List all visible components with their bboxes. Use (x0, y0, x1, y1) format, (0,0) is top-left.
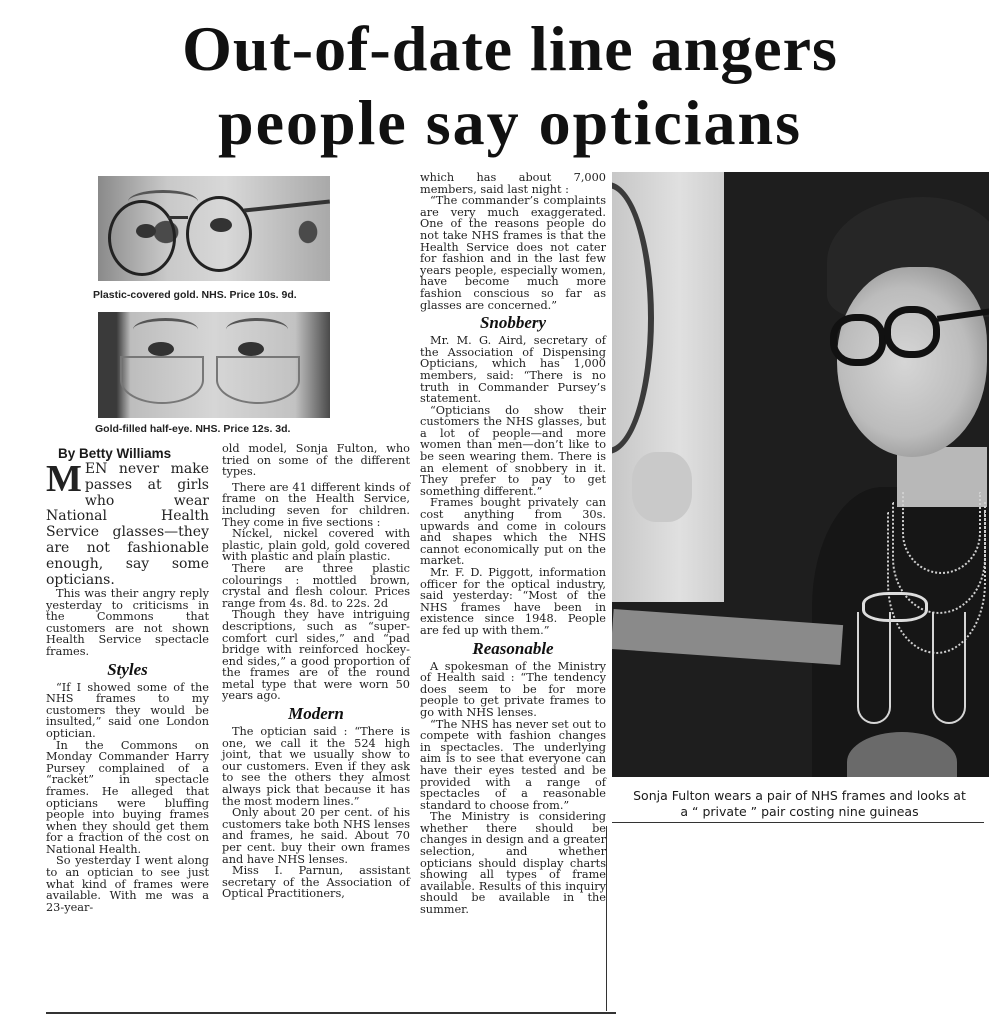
paragraph: A spokesman of the Ministry of Health said : “The tendency does seem to be for more people to get private frames to go with NHS lenses. (420, 659, 606, 719)
paragraph: Mr. M. G. Aird, secretary of the Association of Dispensing Opticians, which has 1,000 members, said: “There is no truth in Commander Pursey’s statement. (420, 334, 606, 406)
headline-line-2: people say opticians (217, 87, 803, 158)
photo-plastic-covered-gold-frames (98, 176, 330, 281)
display-counter (612, 609, 843, 665)
paragraph: “Opticians do show their customers the NHS glasses, but a lot of people—and more women than men—don’t like to be seen wearing them. There is an element of snobbery in it. They prefer to pay to get something different.” (420, 403, 606, 498)
paragraph: This was their angry reply yesterday to criticisms in the Commons that customers are not shown Health Service spectacle frames. (46, 587, 209, 658)
column-3 (420, 172, 606, 916)
model-hand (632, 452, 692, 522)
paragraph: The Ministry is considering whether there should be changes in design and a greater selection, and whether opticians should display charts showing all types of frame available. Results of this inquiry should be available in the summer. (420, 810, 606, 917)
subhead-modern: Modern (288, 704, 344, 724)
paragraph: There are three plastic colourings : mottled brown, crystal and flesh colour. Prices range from 4s. 8d. to 22s. 2d (222, 561, 410, 610)
frame-left-half-lens (120, 356, 204, 404)
paragraph: Only about 20 per cent. of his customers take both NHS lenses and frames, he said. About 70 per cent. buy their own frames and have NHS lenses. (222, 806, 410, 866)
column-1 (46, 588, 209, 913)
paragraph: The optician said : “There is one, we call it the 524 high joint, that we usually show to our customers. Even if they ask to see the others they almost always pick that because it has the most modern lines.” (222, 725, 410, 808)
main-photo-caption-line-2: a “ private ” pair costing nine guineas (680, 804, 919, 819)
frame-right-half-lens (216, 356, 300, 404)
paragraph: Though they have intriguing descriptions, such as “super-comfort curl sides,” and “pad bridge with reinforced hockey-end sides,” a good proportion of the frames are of the round metal type that were worn 50 years ago. (222, 608, 410, 703)
frame-bridge (168, 216, 188, 219)
paragraph: “The NHS has never set out to compete with fashion changes in spectacles. The underlying aim is to see that everyone can have their eyes tested and be provided with a range of spectacles of a reasonable standard to choose from.” (420, 717, 606, 812)
eye-shape (136, 224, 156, 238)
paragraph: Mr. F. D. Piggott, information officer for the optical industry, said yesterday: “Most of the NHS frames have been in existence since 1948. People are fed up with them.” (420, 566, 606, 637)
photo-sonja-fulton (612, 172, 989, 777)
main-photo-caption-line-1: Sonja Fulton wears a pair of NHS frames and looks at (633, 788, 966, 803)
paragraph: In the Commons on Monday Commander Harry Pursey complained of a “racket” in spectacle frames. He alleged that opticians were bluffing people into buying frames when they should get them for a fraction of the cost on National Health. (46, 738, 209, 856)
eye-shape (210, 218, 232, 232)
subhead-styles: Styles (107, 659, 148, 679)
paragraph: which has about 7,000 members, said last night : (420, 171, 606, 196)
divider-rule (46, 1012, 616, 1014)
lead-text: EN never make passes at girls who wear National Health Service glasses—they are not fashionable enough, say some opticians. (46, 461, 209, 588)
frame-right-lens (186, 196, 252, 272)
paragraph: Frames bought privately can cost anything from 30s. upwards and come in colours and shapes which the NHS cannot economically put on the market. (420, 496, 606, 568)
eye-shape (148, 342, 174, 356)
eyebrow-shape (133, 318, 198, 341)
paragraph: Miss I. Parnun, assistant secretary of the Association of Optical Practitioners, (222, 864, 410, 901)
drop-cap: M (46, 458, 82, 500)
divider-rule (612, 822, 984, 823)
spectacle-side (857, 612, 891, 724)
column-2 (222, 443, 410, 900)
paragraph: Nickel, nickel covered with plastic, plain gold, gold covered with plastic and plain plastic. (222, 527, 410, 564)
main-photo-caption (612, 788, 987, 820)
frame-left-lens (108, 200, 176, 276)
paragraph: So yesterday I went along to an optician to see just what kind of frames were available. With me was a 23-year- (46, 854, 209, 914)
paragraph: There are 41 different kinds of frame on the Health Service, including seven for children. They come in five sections : (222, 480, 410, 529)
photo-caption-top: Plastic-covered gold. NHS. Price 10s. 9d. (93, 289, 297, 301)
headline-line-1: Out-of-date line angers (182, 13, 838, 84)
subhead-snobbery: Snobbery (479, 313, 547, 333)
paragraph: old model, Sonja Fulton, who tried on some of the different types. (222, 442, 410, 479)
glasses-lens-left (830, 314, 886, 366)
frame-temple (244, 200, 330, 213)
glasses-lens-right (884, 306, 940, 358)
paragraph: “The commander’s complaints are very much exaggerated. One of the reasons people do not take NHS frames is that the Health Service does not cater for fashion and in the last few years people, especially women, have become much more fashion conscious so far as glasses are concerned.” (420, 194, 606, 312)
paragraph: “If I showed some of the NHS frames to my customers they would be insulted,” said one London optician. (46, 680, 209, 740)
subhead-reasonable: Reasonable (472, 638, 554, 658)
eye-shape (238, 342, 264, 356)
eyebrow-shape (226, 318, 288, 341)
photo-caption-bottom: Gold-filled half-eye. NHS. Price 12s. 3d. (95, 423, 291, 435)
divider-rule (606, 826, 607, 1011)
spectacle-side (932, 612, 966, 724)
article-lead (46, 458, 209, 588)
byline: By Betty Williams (58, 446, 172, 461)
photo-gold-filled-half-eye-frames (98, 312, 330, 418)
